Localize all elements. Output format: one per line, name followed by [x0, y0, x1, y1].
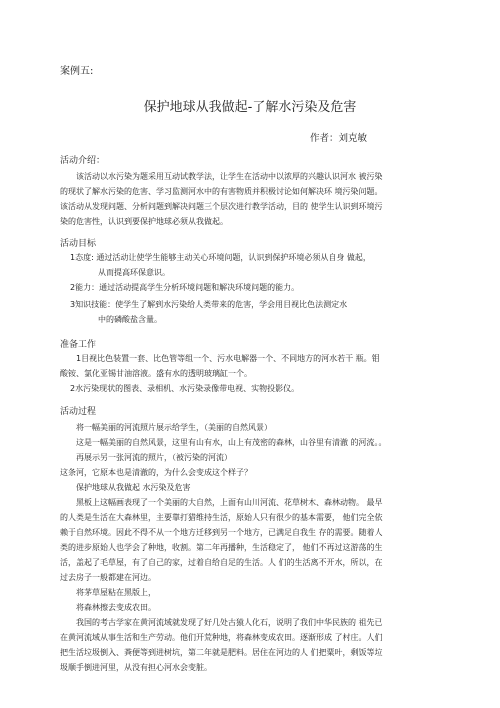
process-line: 活，盖起了毛草屋，有了自己的家，过着自给自足的生活。人 们的生活离不开水，所以，在	[60, 558, 383, 567]
process-line: 类的进步原始人也学会了种地，收割。第二年再播种，生活稳定了， 他们不再过这游荡的生	[60, 543, 383, 552]
intro-heading: 活动介绍：	[60, 156, 106, 166]
process-line: 将茅草屋粘在黑版上，	[76, 588, 156, 597]
goal-item: 3知识技能：使学生了解到水污染给人类带来的危害，学会用目视比色法测定水	[70, 300, 348, 309]
intro-paragraph	[60, 169, 440, 229]
prep-line: 2水污染现状的图表、录相机、水污染录像带电视、实物投影仪。	[70, 384, 300, 393]
process-line: 保护地球从我做起 水污染及危害	[76, 483, 191, 492]
prep-paragraph	[60, 351, 440, 396]
process-line: 的人类是生活在大森林里，主要靠打猎维持生活，原始人只有很少的基本需要， 他们完全依	[60, 513, 383, 522]
process-heading: 活动过程	[60, 407, 97, 417]
process-line: 将森林擦去变成农田。	[76, 603, 156, 612]
goal-item: 中的磷酸盐含量。	[98, 315, 162, 324]
process-line: 过去房子一般都建在河边。	[60, 573, 156, 582]
process-line: 圾顺手倒进河里，从没有担心河水会变脏。	[60, 663, 212, 672]
goal-item: 从而提高环保意识。	[98, 268, 170, 277]
process-line: 黑板上这幅画表现了一个美丽的大自然，上面有山川河流、花草树木、森林动物。 最早	[76, 498, 383, 507]
document-title: 保护地球从我做起-了解水污染及危害	[143, 100, 357, 115]
prep-line: 酸铵、氯化亚锡甘油溶液。盛有水的透明玻璃缸一个。	[60, 369, 252, 378]
goals-list	[60, 250, 440, 295]
process-line: 我国的考古学家在黄河流域就发现了好几处古猿人化石，说明了我们中华民族的 祖先已	[76, 618, 383, 627]
intro-line: 该活动以水污染为题采用互动试教学法，让学生在活动中以浓厚的兴趣认识河水 被污染	[76, 172, 383, 181]
goals-list-cont	[60, 297, 440, 327]
process-paragraph	[60, 420, 440, 675]
process-line: 把生活垃圾倒入、粪便等到进树坑，第二年就是肥料。居住在河边的人 们把粟叶，剩饭等垃	[60, 648, 383, 657]
intro-line: 该活动从发现问题、分析问题到解决问题三个层次进行教学活动，目的 使学生认识到环境污	[60, 202, 383, 211]
process-line: 这是一幅美丽的自然风景，这里有山有水，山上有茂密的森林，山谷里有清澈 的河流。。	[76, 438, 387, 447]
process-line: 赖于自然环境。因此不得不从一个地方迁移到另一个地方，已满足自我生 存的需要。随着人	[60, 528, 383, 537]
goal-item: 2能力：通过活动提高学生分析环境问题和解决环境问题的能力。	[70, 283, 300, 292]
intro-line: 的现状了解水污染的危害、学习监测河水中的有害物质并积极讨论如何解决环 境污染问题。	[60, 187, 383, 196]
process-line: 在黄河流域从事生活和生产劳动。他们开荒种地，将森林变成农田。逐渐形成 了村庄。人们	[60, 633, 383, 642]
process-line: 这条河，它原本也是清澈的，为什么会变成这个样子？	[60, 468, 252, 477]
goal-item: 1态度: 通过活动让使学生能够主动关心环境问题，认识到保护环境必须从自身 做起，	[70, 253, 371, 262]
author-line: 作者：刘克敏	[310, 133, 368, 144]
prep-line: 1目视比色装置一套、比色管等组一个、污水电解器一个、不同地方的河水若干 瓶。钼	[76, 354, 380, 363]
process-line: 再展示另一张河流的照片，（被污染的河流）	[76, 453, 232, 462]
case-label: 案例五:	[60, 66, 94, 77]
process-line: 将一幅美丽的河流照片展示给学生，（美丽的自然风景）	[76, 423, 272, 432]
prep-heading: 准备工作	[60, 340, 97, 350]
goals-heading: 活动目标	[60, 239, 97, 249]
intro-line: 染的危害性，认识到要保护地球必须从我做起。	[60, 217, 228, 226]
